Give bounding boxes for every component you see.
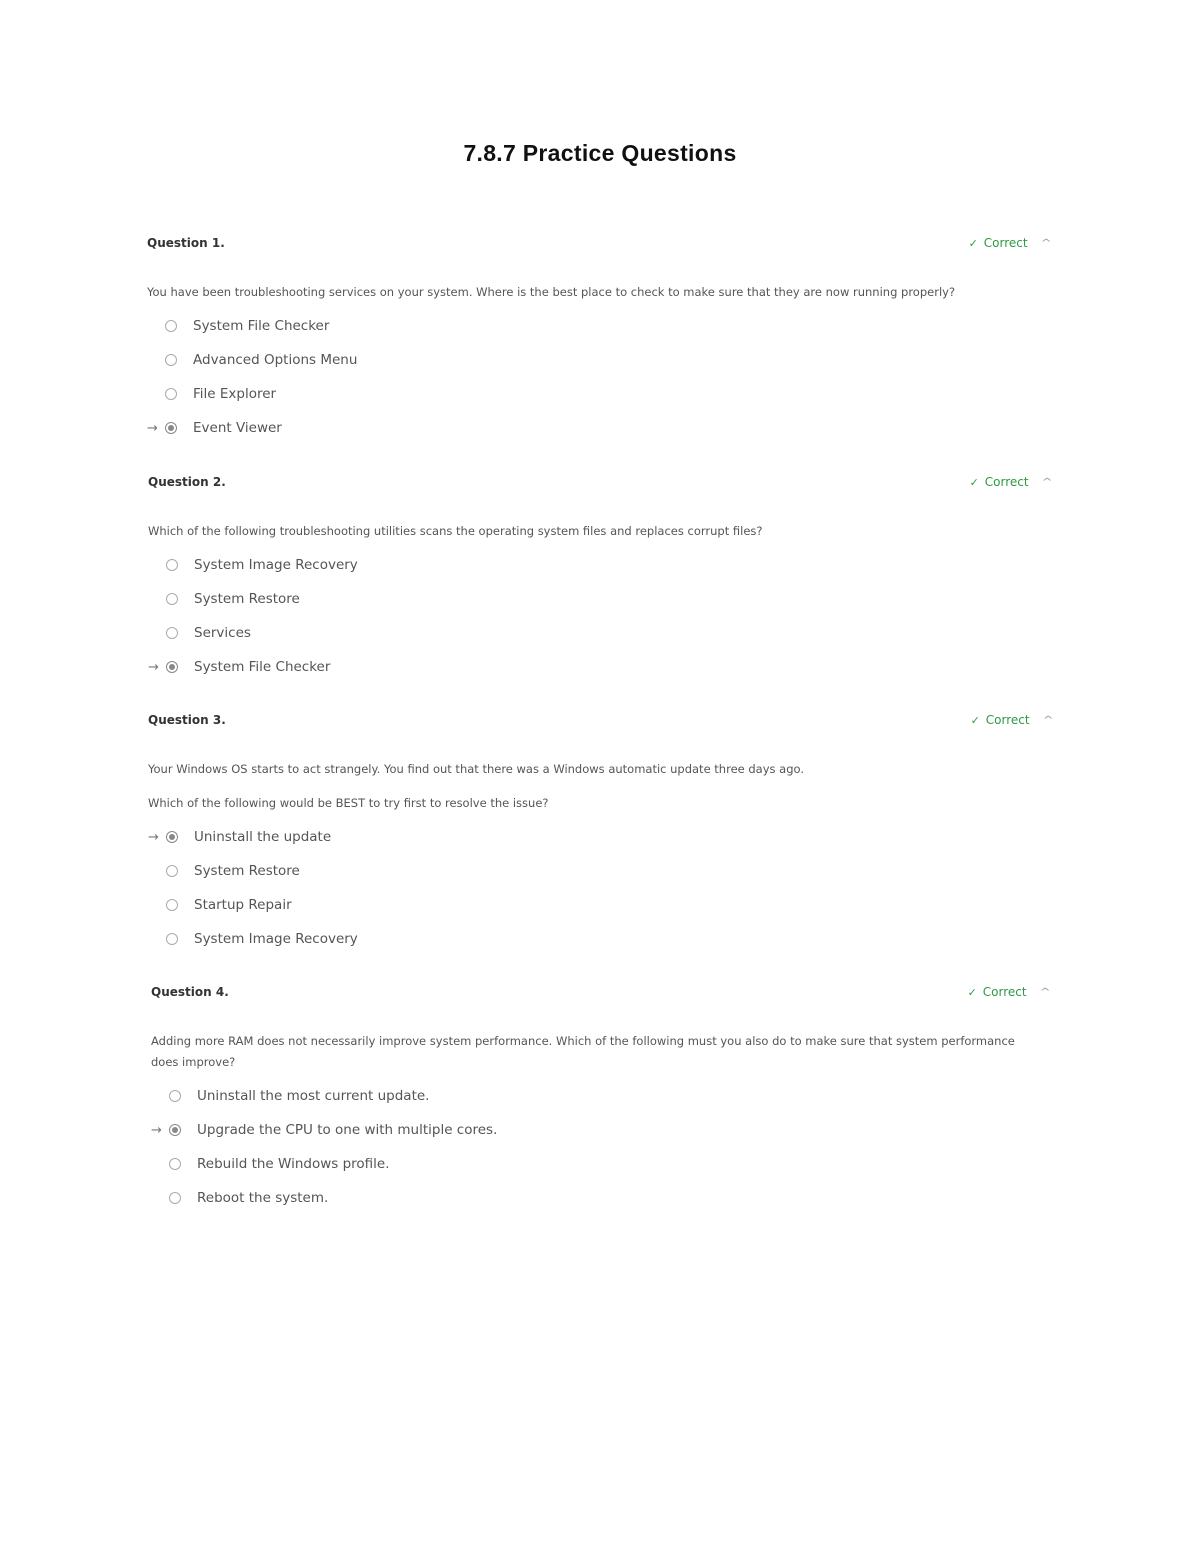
radio-button[interactable] (166, 559, 178, 571)
question-header (148, 475, 1051, 495)
question-text: Which of the following would be BEST to try first to resolve the issue? (148, 796, 549, 810)
answer-option[interactable] (147, 377, 1050, 411)
question-status (970, 475, 1051, 489)
question-text: You have been troubleshooting services on your system. Where is the best place to check to make sure that they are now running properly? (147, 285, 956, 299)
question-number: Question 2. (148, 475, 226, 489)
option-label: Upgrade the CPU to one with multiple cores. (197, 1122, 498, 1138)
question-card (151, 985, 1049, 1215)
option-label: System File Checker (194, 659, 331, 675)
question-status (968, 985, 1049, 999)
checkmark-icon: ✓ (969, 475, 979, 489)
checkmark-icon: ✓ (970, 713, 980, 727)
checkmark-icon: ✓ (967, 985, 977, 999)
question-header (147, 236, 1050, 256)
option-label: System Restore (194, 591, 300, 607)
chevron-up-icon[interactable]: ^ (1040, 237, 1052, 249)
radio-button[interactable] (169, 1192, 181, 1204)
option-label: Uninstall the most current update. (197, 1088, 430, 1104)
radio-button[interactable] (166, 593, 178, 605)
answer-option[interactable] (148, 854, 1052, 888)
arrow-right-icon: → (148, 829, 159, 845)
status-badge: Correct (984, 475, 1029, 489)
option-label: System Image Recovery (194, 557, 358, 573)
answer-option[interactable] (148, 650, 1051, 684)
chevron-up-icon[interactable]: ^ (1041, 476, 1053, 488)
radio-button[interactable] (166, 627, 178, 639)
option-label: Services (194, 625, 251, 641)
question-header (151, 985, 1049, 1005)
radio-button[interactable] (169, 1158, 181, 1170)
radio-button[interactable] (165, 320, 177, 332)
arrow-right-icon: → (147, 420, 158, 436)
option-label: Startup Repair (194, 897, 292, 913)
answer-option[interactable] (147, 343, 1050, 377)
radio-button[interactable] (165, 388, 177, 400)
question-text: Your Windows OS starts to act strangely. You find out that there was a Windows automatic update three days ago. (148, 762, 805, 776)
question-text: Adding more RAM does not necessarily improve system performance. Which of the following must you also do to make sure that system performance does improve? (151, 1034, 1015, 1069)
option-label: System Restore (194, 863, 300, 879)
question-card (148, 475, 1051, 684)
question-number: Question 4. (151, 985, 229, 999)
answer-option[interactable] (148, 888, 1052, 922)
option-label: Event Viewer (193, 420, 282, 436)
question-status (969, 236, 1050, 250)
status-badge: Correct (982, 985, 1027, 999)
question-status (971, 713, 1052, 727)
option-label: Rebuild the Windows profile. (197, 1156, 390, 1172)
option-label: System Image Recovery (194, 931, 358, 947)
status-badge: Correct (985, 713, 1030, 727)
page-title: 7.8.7 Practice Questions (463, 140, 737, 166)
answer-option[interactable] (151, 1079, 1049, 1113)
answer-option[interactable] (147, 309, 1050, 343)
answer-option[interactable] (151, 1147, 1049, 1181)
option-label: System File Checker (193, 318, 330, 334)
option-label: File Explorer (193, 386, 277, 402)
status-badge: Correct (983, 236, 1028, 250)
chevron-up-icon[interactable]: ^ (1039, 986, 1051, 998)
radio-button-selected[interactable] (165, 422, 177, 434)
question-text: Which of the following troubleshooting utilities scans the operating system files and replaces corrupt files? (148, 524, 763, 538)
answer-option[interactable] (148, 922, 1052, 956)
options-list (151, 1079, 1049, 1215)
options-list (147, 309, 1050, 445)
answer-option[interactable] (147, 411, 1050, 445)
answer-option[interactable] (148, 582, 1051, 616)
radio-button-selected[interactable] (169, 1124, 181, 1136)
options-list (148, 820, 1052, 956)
chevron-up-icon[interactable]: ^ (1042, 714, 1054, 726)
radio-button[interactable] (165, 354, 177, 366)
checkmark-icon: ✓ (968, 236, 978, 250)
answer-option[interactable] (148, 616, 1051, 650)
arrow-right-icon: → (148, 659, 159, 675)
question-card (148, 713, 1052, 956)
answer-option[interactable] (148, 820, 1052, 854)
question-header (148, 713, 1052, 733)
arrow-right-icon: → (151, 1122, 162, 1138)
radio-button[interactable] (166, 899, 178, 911)
question-number: Question 3. (148, 713, 226, 727)
option-label: Advanced Options Menu (193, 352, 358, 368)
option-label: Uninstall the update (194, 829, 332, 845)
radio-button[interactable] (166, 933, 178, 945)
radio-button[interactable] (169, 1090, 181, 1102)
answer-option[interactable] (148, 548, 1051, 582)
answer-option[interactable] (151, 1181, 1049, 1215)
radio-button-selected[interactable] (166, 831, 178, 843)
question-card (147, 236, 1050, 445)
question-number: Question 1. (147, 236, 225, 250)
options-list (148, 548, 1051, 684)
radio-button[interactable] (166, 865, 178, 877)
answer-option[interactable] (151, 1113, 1049, 1147)
option-label: Reboot the system. (197, 1190, 329, 1206)
radio-button-selected[interactable] (166, 661, 178, 673)
